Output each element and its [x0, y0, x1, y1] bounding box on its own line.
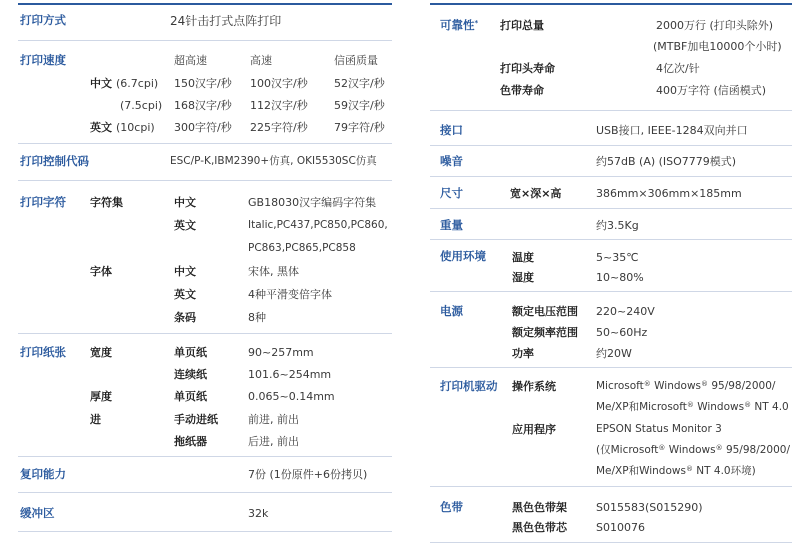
paper-label: 打印纸张	[20, 345, 66, 359]
speed-row-cpi: (10cpi)	[116, 121, 155, 134]
speed-row-cpi: (7.5cpi)	[120, 99, 163, 112]
environment-label: 使用环境	[440, 249, 486, 263]
size-value: 386mm×306mm×185mm	[596, 187, 742, 200]
paper-value: 101.6~254mm	[248, 368, 332, 381]
speed-value: 300字符/秒	[174, 121, 232, 134]
speed-row-lang: 中文	[90, 77, 112, 90]
paper-width-label: 宽度	[90, 346, 112, 359]
noise-value: 约57dB (A) (ISO7779模式)	[596, 155, 737, 168]
head-life-label: 打印头寿命	[500, 62, 555, 75]
divider	[430, 486, 792, 487]
voltage-value: 220~240V	[596, 305, 655, 318]
ribbon-core-label: 黑色色带芯	[512, 521, 567, 534]
divider	[18, 143, 392, 144]
copy-value: 7份 (1份原件+6份拷贝)	[248, 468, 368, 481]
divider	[430, 291, 792, 292]
buffer-value: 32k	[248, 507, 269, 520]
app-line-1: EPSON Status Monitor 3	[596, 423, 722, 435]
speed-value: 59汉字/秒	[334, 99, 385, 112]
os-line-2: Me/XP和Microsoft® Windows® NT 4.0	[596, 401, 789, 413]
top-rule-right	[430, 3, 792, 5]
reliability-label: 可靠性*	[440, 18, 479, 32]
charset-cn: 中文	[174, 196, 196, 209]
speed-row-cpi: (6.7cpi)	[116, 77, 159, 90]
divider	[430, 239, 792, 240]
barcode-label: 条码	[174, 311, 196, 324]
speed-header-ultra: 超高速	[174, 54, 207, 67]
size-label: 尺寸	[440, 186, 463, 200]
copy-label: 复印能力	[20, 467, 66, 481]
paper-thickness-label: 厚度	[90, 390, 112, 403]
ribbon-rack-value: S015583(S015290)	[596, 501, 703, 514]
os-label: 操作系统	[512, 380, 556, 393]
weight-label: 重量	[440, 218, 463, 232]
charset-label: 字符集	[90, 196, 123, 209]
paper-type: 连续纸	[174, 368, 207, 381]
charset-cn-value: GB18030汉字编码字符集	[248, 196, 377, 209]
reliability-total-value: 2000万行 (打印头除外)	[656, 19, 774, 32]
barcode-value: 8种	[248, 311, 266, 324]
paper-type: 拖纸器	[174, 435, 207, 448]
font-en-value: 4种平滑变倍字体	[248, 288, 332, 301]
speed-value: 112汉字/秒	[250, 99, 308, 112]
ribbon-rack-label: 黑色色带架	[512, 501, 567, 514]
reliability-total-label: 打印总量	[500, 19, 544, 32]
speed-value: 168汉字/秒	[174, 99, 232, 112]
driver-label: 打印机驱动	[440, 379, 498, 393]
ribbon-life-value: 400万字符 (信函模式)	[656, 84, 767, 97]
ribbon-core-value: S010076	[596, 521, 645, 534]
paper-feed-label: 进	[90, 413, 101, 426]
reliability-total-note: (MTBF加电10000个小时)	[653, 40, 782, 53]
buffer-label: 缓冲区	[20, 506, 55, 520]
print-method-label: 打印方式	[20, 13, 66, 27]
speed-value: 225字符/秒	[250, 121, 308, 134]
size-sub-label: 宽×深×高	[510, 187, 562, 200]
divider	[18, 40, 392, 41]
temperature-value: 5~35℃	[596, 251, 639, 264]
frequency-value: 50~60Hz	[596, 326, 648, 339]
paper-type: 单页纸	[174, 346, 207, 359]
frequency-label: 额定频率范围	[512, 326, 578, 339]
paper-value: 后进, 前出	[248, 435, 299, 448]
voltage-label: 额定电压范围	[512, 305, 578, 318]
paper-value: 90~257mm	[248, 346, 314, 359]
humidity-label: 湿度	[512, 271, 534, 284]
print-chars-label: 打印字符	[20, 195, 66, 209]
divider	[430, 176, 792, 177]
control-code-label: 打印控制代码	[20, 154, 89, 168]
font-cn-value: 宋体, 黑体	[248, 265, 299, 278]
divider	[430, 110, 792, 111]
app-label: 应用程序	[512, 423, 556, 436]
app-line-2: (仅Microsoft® Windows® 95/98/2000/	[596, 444, 791, 456]
interface-value: USB接口, IEEE-1284双向并口	[596, 124, 748, 137]
divider	[18, 333, 392, 334]
charset-en: 英文	[174, 219, 196, 232]
charset-en-value: PC863,PC865,PC858	[248, 242, 356, 254]
app-line-3: Me/XP和Windows® NT 4.0环境)	[596, 465, 756, 477]
paper-value: 0.065~0.14mm	[248, 390, 335, 403]
noise-label: 噪音	[440, 154, 463, 168]
head-life-value: 4亿次/针	[656, 62, 700, 75]
control-code-value: ESC/P-K,IBM2390+仿真, OKI5530SC仿真	[170, 155, 377, 167]
paper-type: 单页纸	[174, 390, 207, 403]
font-label: 字体	[90, 265, 112, 278]
divider	[18, 531, 392, 532]
ribbon-life-label: 色带寿命	[500, 84, 544, 97]
divider	[430, 208, 792, 209]
print-speed-label: 打印速度	[20, 53, 66, 67]
top-rule-left	[18, 3, 392, 5]
divider	[18, 492, 392, 493]
divider	[18, 456, 392, 457]
print-method-value: 24针击打式点阵打印	[170, 14, 282, 28]
divider	[18, 180, 392, 181]
humidity-value: 10~80%	[596, 271, 644, 284]
speed-value: 79字符/秒	[334, 121, 385, 134]
wattage-value: 约20W	[596, 347, 632, 360]
font-en: 英文	[174, 288, 196, 301]
charset-en-value: Italic,PC437,PC850,PC860,	[248, 219, 388, 231]
paper-value: 前进, 前出	[248, 413, 299, 426]
os-line-1: Microsoft® Windows® 95/98/2000/	[596, 380, 776, 392]
interface-label: 接口	[440, 123, 463, 137]
power-label: 电源	[440, 304, 463, 318]
speed-value: 100汉字/秒	[250, 77, 308, 90]
speed-row-lang: 英文	[90, 121, 112, 134]
speed-value: 52汉字/秒	[334, 77, 385, 90]
divider	[430, 145, 792, 146]
weight-value: 约3.5Kg	[596, 219, 639, 232]
divider	[430, 542, 792, 543]
font-cn: 中文	[174, 265, 196, 278]
paper-type: 手动进纸	[174, 413, 218, 426]
speed-header-high: 高速	[250, 54, 272, 67]
speed-header-letter: 信函质量	[334, 54, 378, 67]
temperature-label: 温度	[512, 251, 534, 264]
wattage-label: 功率	[512, 347, 534, 360]
divider	[430, 367, 792, 368]
speed-value: 150汉字/秒	[174, 77, 232, 90]
ribbon-label: 色带	[440, 500, 463, 514]
